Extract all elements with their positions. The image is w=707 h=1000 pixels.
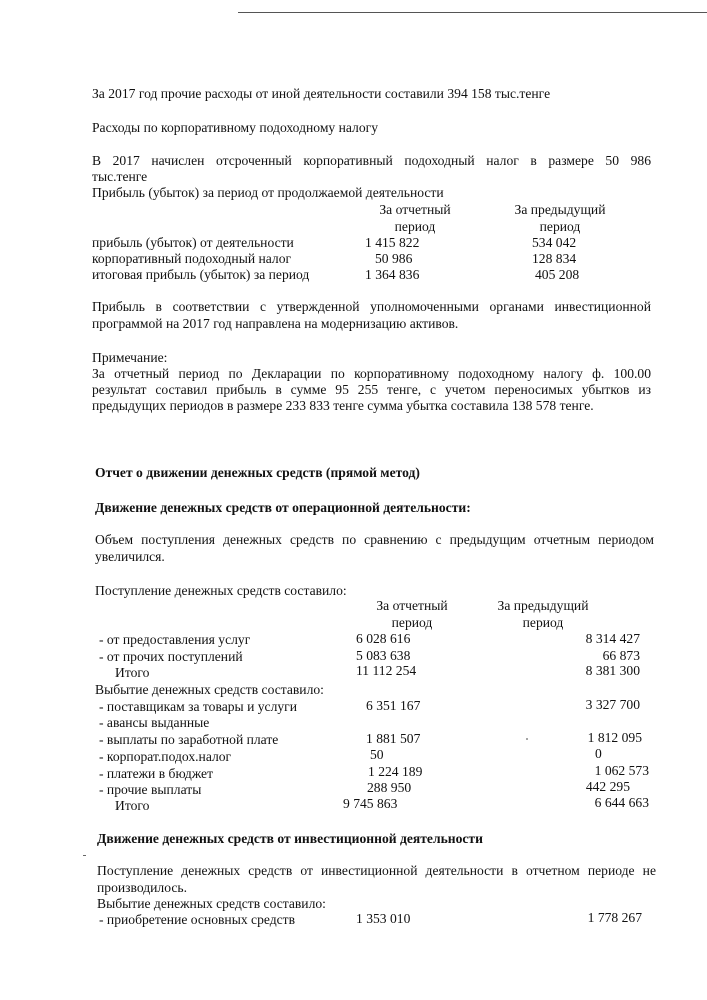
outflow-row-previous: 3 327 700 xyxy=(585,697,640,712)
profit-row-previous: 128 834 xyxy=(532,251,577,266)
investment-note-line2: программой на 2017 год направлена на модернизацию активов. xyxy=(92,316,459,331)
deferred-tax-line2: тыс.тенге xyxy=(92,169,148,184)
remark-line2: результат составил прибыль в сумме 95 255 тенге, с учетом переносимых убытков из xyxy=(92,382,651,397)
profit-row-label: итоговая прибыль (убыток) за период xyxy=(92,267,310,282)
profit-heading: Прибыль (убыток) за период от продолжаемой деятельности xyxy=(92,185,444,200)
profit-row-label: прибыль (убыток) от деятельности xyxy=(92,235,294,250)
inflow-row-previous: 8 314 427 xyxy=(585,631,640,646)
tax-heading: Расходы по корпоративному подоходному налогу xyxy=(92,120,378,135)
cf-col-current-header-2: период xyxy=(391,615,433,630)
remark-title: Примечание: xyxy=(92,350,168,365)
profit-col-previous-header-1: За предыдущий xyxy=(514,202,606,217)
outflow-row-previous: 442 295 xyxy=(585,779,630,794)
outflow-row-label: - выплаты по заработной плате xyxy=(99,732,279,747)
inflow-total-current: 11 112 254 xyxy=(356,663,417,678)
profit-row-current: 50 986 xyxy=(375,251,413,266)
outflow-row-previous: 1 812 095 xyxy=(587,730,642,745)
deferred-tax-line1: В 2017 начислен отсроченный корпоративный подоходный налог в размере 50 986 xyxy=(92,153,651,168)
outflow-total-label: Итого xyxy=(115,798,150,813)
operating-text-line2: увеличился. xyxy=(95,549,165,564)
inflow-total-label: Итого xyxy=(115,665,150,680)
scan-speck xyxy=(526,738,528,740)
outflow-row-current: 50 xyxy=(370,747,384,762)
outflow-total-previous: 6 644 663 xyxy=(594,795,649,810)
investment-note-line1: Прибыль в соответствии с утвержденной уполномоченными органами инвестиционной xyxy=(92,299,651,314)
operating-heading: Движение денежных средств от операционной деятельности: xyxy=(95,500,471,515)
profit-col-previous-header-2: период xyxy=(539,219,581,234)
inflow-row-current: 6 028 616 xyxy=(356,631,411,646)
outflow-row-previous: 1 062 573 xyxy=(594,763,649,778)
outflow-row-label: - поставщикам за товары и услуги xyxy=(99,699,297,714)
profit-col-current-header-2: период xyxy=(394,219,436,234)
operating-text-line1: Объем поступления денежных средств по сравнению с предыдущим отчетным периодом xyxy=(95,532,654,547)
inflow-row-label: - от прочих поступлений xyxy=(99,649,243,664)
outflow-row-previous: 0 xyxy=(595,746,602,761)
outflow-row-label: - корпорат.подох.налог xyxy=(99,749,232,764)
inflow-row-label: - от предоставления услуг xyxy=(99,632,251,647)
outflow-heading: Выбытие денежных средств составило: xyxy=(95,682,324,697)
remark-line3: предыдущих периодов в размере 233 833 тенге сумма убытка составила 138 578 тенге. xyxy=(92,398,594,413)
scan-mark xyxy=(83,855,86,856)
profit-col-current-header-1: За отчетный xyxy=(379,202,451,217)
outflow-row-current: 1 881 507 xyxy=(366,731,421,746)
inflow-row-current: 5 083 638 xyxy=(356,648,411,663)
investing-outflow-previous: 1 778 267 xyxy=(587,910,642,925)
outflow-row-label: - прочие выплаты xyxy=(99,782,202,797)
cf-col-previous-header-2: период xyxy=(522,615,564,630)
profit-row-label: корпоративный подоходный налог xyxy=(92,251,292,266)
outflow-row-current: 1 224 189 xyxy=(368,764,423,779)
cf-col-previous-header-1: За предыдущий xyxy=(497,598,589,613)
investing-outflow-current: 1 353 010 xyxy=(356,911,411,926)
investing-outflow-heading: Выбытие денежных средств составило: xyxy=(97,896,326,911)
inflow-total-previous: 8 381 300 xyxy=(585,663,640,678)
profit-row-previous: 534 042 xyxy=(532,235,577,250)
cf-col-current-header-1: За отчетный xyxy=(376,598,448,613)
profit-row-previous: 405 208 xyxy=(535,267,580,282)
investing-text-line2: производилось. xyxy=(97,880,187,895)
outflow-row-current: 6 351 167 xyxy=(366,698,421,713)
investing-heading: Движение денежных средств от инвестиционной деятельности xyxy=(97,831,483,846)
scan-top-line xyxy=(238,12,707,13)
investing-text-line1: Поступление денежных средств от инвестиционной деятельности в отчетном периоде не xyxy=(97,863,656,878)
other-expenses-text: За 2017 год прочие расходы от иной деятельности составили 394 158 тыс.тенге xyxy=(92,86,551,101)
inflow-row-previous: 66 873 xyxy=(602,648,640,663)
remark-line1: За отчетный период по Декларации по корпоративному подоходному налогу ф. 100.00 xyxy=(92,366,651,381)
profit-row-current: 1 364 836 xyxy=(365,267,420,282)
profit-row-current: 1 415 822 xyxy=(365,235,420,250)
cashflow-title: Отчет о движении денежных средств (прямой метод) xyxy=(95,465,420,480)
outflow-total-current: 9 745 863 xyxy=(343,796,398,811)
investing-outflow-label: - приобретение основных средств xyxy=(99,912,296,927)
inflow-heading: Поступление денежных средств составило: xyxy=(95,583,347,598)
outflow-row-current: 288 950 xyxy=(367,780,412,795)
outflow-row-label: - платежи в бюджет xyxy=(99,766,214,781)
outflow-row-label: - авансы выданные xyxy=(99,715,210,730)
